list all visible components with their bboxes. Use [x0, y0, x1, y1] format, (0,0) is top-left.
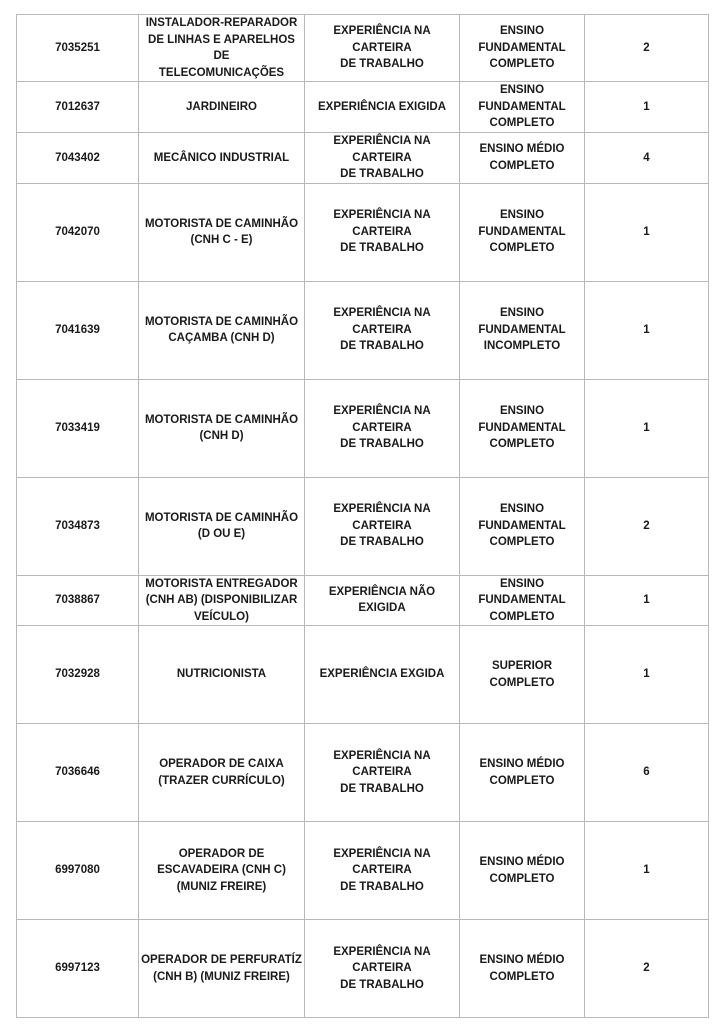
table-row — [17, 575, 709, 626]
table-row — [17, 724, 709, 822]
job-code: 7032928 — [17, 626, 139, 724]
table-row — [17, 477, 709, 575]
job-code: 7036646 — [17, 724, 139, 822]
table-row — [17, 15, 709, 82]
job-vacancies: 1 — [585, 183, 709, 281]
job-education: SUPERIOR COMPLETO — [460, 626, 585, 724]
job-education: ENSINO FUNDAMENTAL COMPLETO — [460, 575, 585, 626]
job-title: MECÂNICO INDUSTRIAL — [139, 133, 305, 184]
job-vacancies: 2 — [585, 15, 709, 82]
job-title: JARDINEIRO — [139, 82, 305, 133]
job-experience: EXPERIÊNCIA NA CARTEIRA DE TRABALHO — [305, 281, 460, 379]
job-experience: EXPERIÊNCIA EXIGIDA — [305, 82, 460, 133]
table-row — [17, 379, 709, 477]
job-vacancies: 1 — [585, 575, 709, 626]
job-vacancies: 6 — [585, 724, 709, 822]
job-code: 6997123 — [17, 920, 139, 1018]
job-experience: EXPERIÊNCIA NA CARTEIRA DE TRABALHO — [305, 379, 460, 477]
table-row — [17, 183, 709, 281]
job-vacancies: 2 — [585, 920, 709, 1018]
table-row — [17, 82, 709, 133]
job-vacancies: 1 — [585, 822, 709, 920]
job-education: ENSINO FUNDAMENTAL COMPLETO — [460, 379, 585, 477]
job-education: ENSINO MÉDIO COMPLETO — [460, 920, 585, 1018]
table-row — [17, 822, 709, 920]
job-experience: EXPERIÊNCIA EXGIDA — [305, 626, 460, 724]
job-experience: EXPERIÊNCIA NA CARTEIRA DE TRABALHO — [305, 15, 460, 82]
job-title: MOTORISTA DE CAMINHÃO (D OU E) — [139, 477, 305, 575]
job-education: ENSINO MÉDIO COMPLETO — [460, 822, 585, 920]
table-row — [17, 133, 709, 184]
job-education: ENSINO FUNDAMENTAL COMPLETO — [460, 82, 585, 133]
job-education: ENSINO FUNDAMENTAL COMPLETO — [460, 183, 585, 281]
job-code: 7038867 — [17, 575, 139, 626]
job-code: 7033419 — [17, 379, 139, 477]
job-education: ENSINO FUNDAMENTAL COMPLETO — [460, 477, 585, 575]
job-vacancies: 1 — [585, 82, 709, 133]
job-title: OPERADOR DE ESCAVADEIRA (CNH C) (MUNIZ FREIRE) — [139, 822, 305, 920]
table-row — [17, 626, 709, 724]
job-education: ENSINO MÉDIO COMPLETO — [460, 133, 585, 184]
job-code: 7035251 — [17, 15, 139, 82]
job-title: MOTORISTA DE CAMINHÃO (CNH C - E) — [139, 183, 305, 281]
job-vacancies-table — [16, 14, 709, 1018]
job-experience: EXPERIÊNCIA NA CARTEIRA DE TRABALHO — [305, 822, 460, 920]
job-vacancies: 1 — [585, 281, 709, 379]
job-experience: EXPERIÊNCIA NA CARTEIRA DE TRABALHO — [305, 133, 460, 184]
job-code: 7012637 — [17, 82, 139, 133]
job-experience: EXPERIÊNCIA NA CARTEIRA DE TRABALHO — [305, 477, 460, 575]
job-title: MOTORISTA DE CAMINHÃO CAÇAMBA (CNH D) — [139, 281, 305, 379]
job-title: INSTALADOR-REPARADOR DE LINHAS E APARELHOS DE TELECOMUNICAÇÕES — [139, 15, 305, 82]
job-title: OPERADOR DE CAIXA (TRAZER CURRÍCULO) — [139, 724, 305, 822]
job-code: 7034873 — [17, 477, 139, 575]
job-experience: EXPERIÊNCIA NA CARTEIRA DE TRABALHO — [305, 920, 460, 1018]
job-experience: EXPERIÊNCIA NÃO EXIGIDA — [305, 575, 460, 626]
job-vacancies: 1 — [585, 626, 709, 724]
job-experience: EXPERIÊNCIA NA CARTEIRA DE TRABALHO — [305, 724, 460, 822]
job-title: MOTORISTA DE CAMINHÃO (CNH D) — [139, 379, 305, 477]
job-code: 7042070 — [17, 183, 139, 281]
job-code: 7043402 — [17, 133, 139, 184]
job-experience: EXPERIÊNCIA NA CARTEIRA DE TRABALHO — [305, 183, 460, 281]
job-vacancies: 1 — [585, 379, 709, 477]
table-row — [17, 281, 709, 379]
job-education: ENSINO MÉDIO COMPLETO — [460, 724, 585, 822]
table-row — [17, 920, 709, 1018]
job-title: OPERADOR DE PERFURATÍZ (CNH B) (MUNIZ FREIRE) — [139, 920, 305, 1018]
job-code: 6997080 — [17, 822, 139, 920]
job-title: NUTRICIONISTA — [139, 626, 305, 724]
job-title: MOTORISTA ENTREGADOR (CNH AB) (DISPONIBILIZAR VEÍCULO) — [139, 575, 305, 626]
job-code: 7041639 — [17, 281, 139, 379]
job-education: ENSINO FUNDAMENTAL INCOMPLETO — [460, 281, 585, 379]
job-vacancies: 4 — [585, 133, 709, 184]
job-education: ENSINO FUNDAMENTAL COMPLETO — [460, 15, 585, 82]
job-vacancies: 2 — [585, 477, 709, 575]
